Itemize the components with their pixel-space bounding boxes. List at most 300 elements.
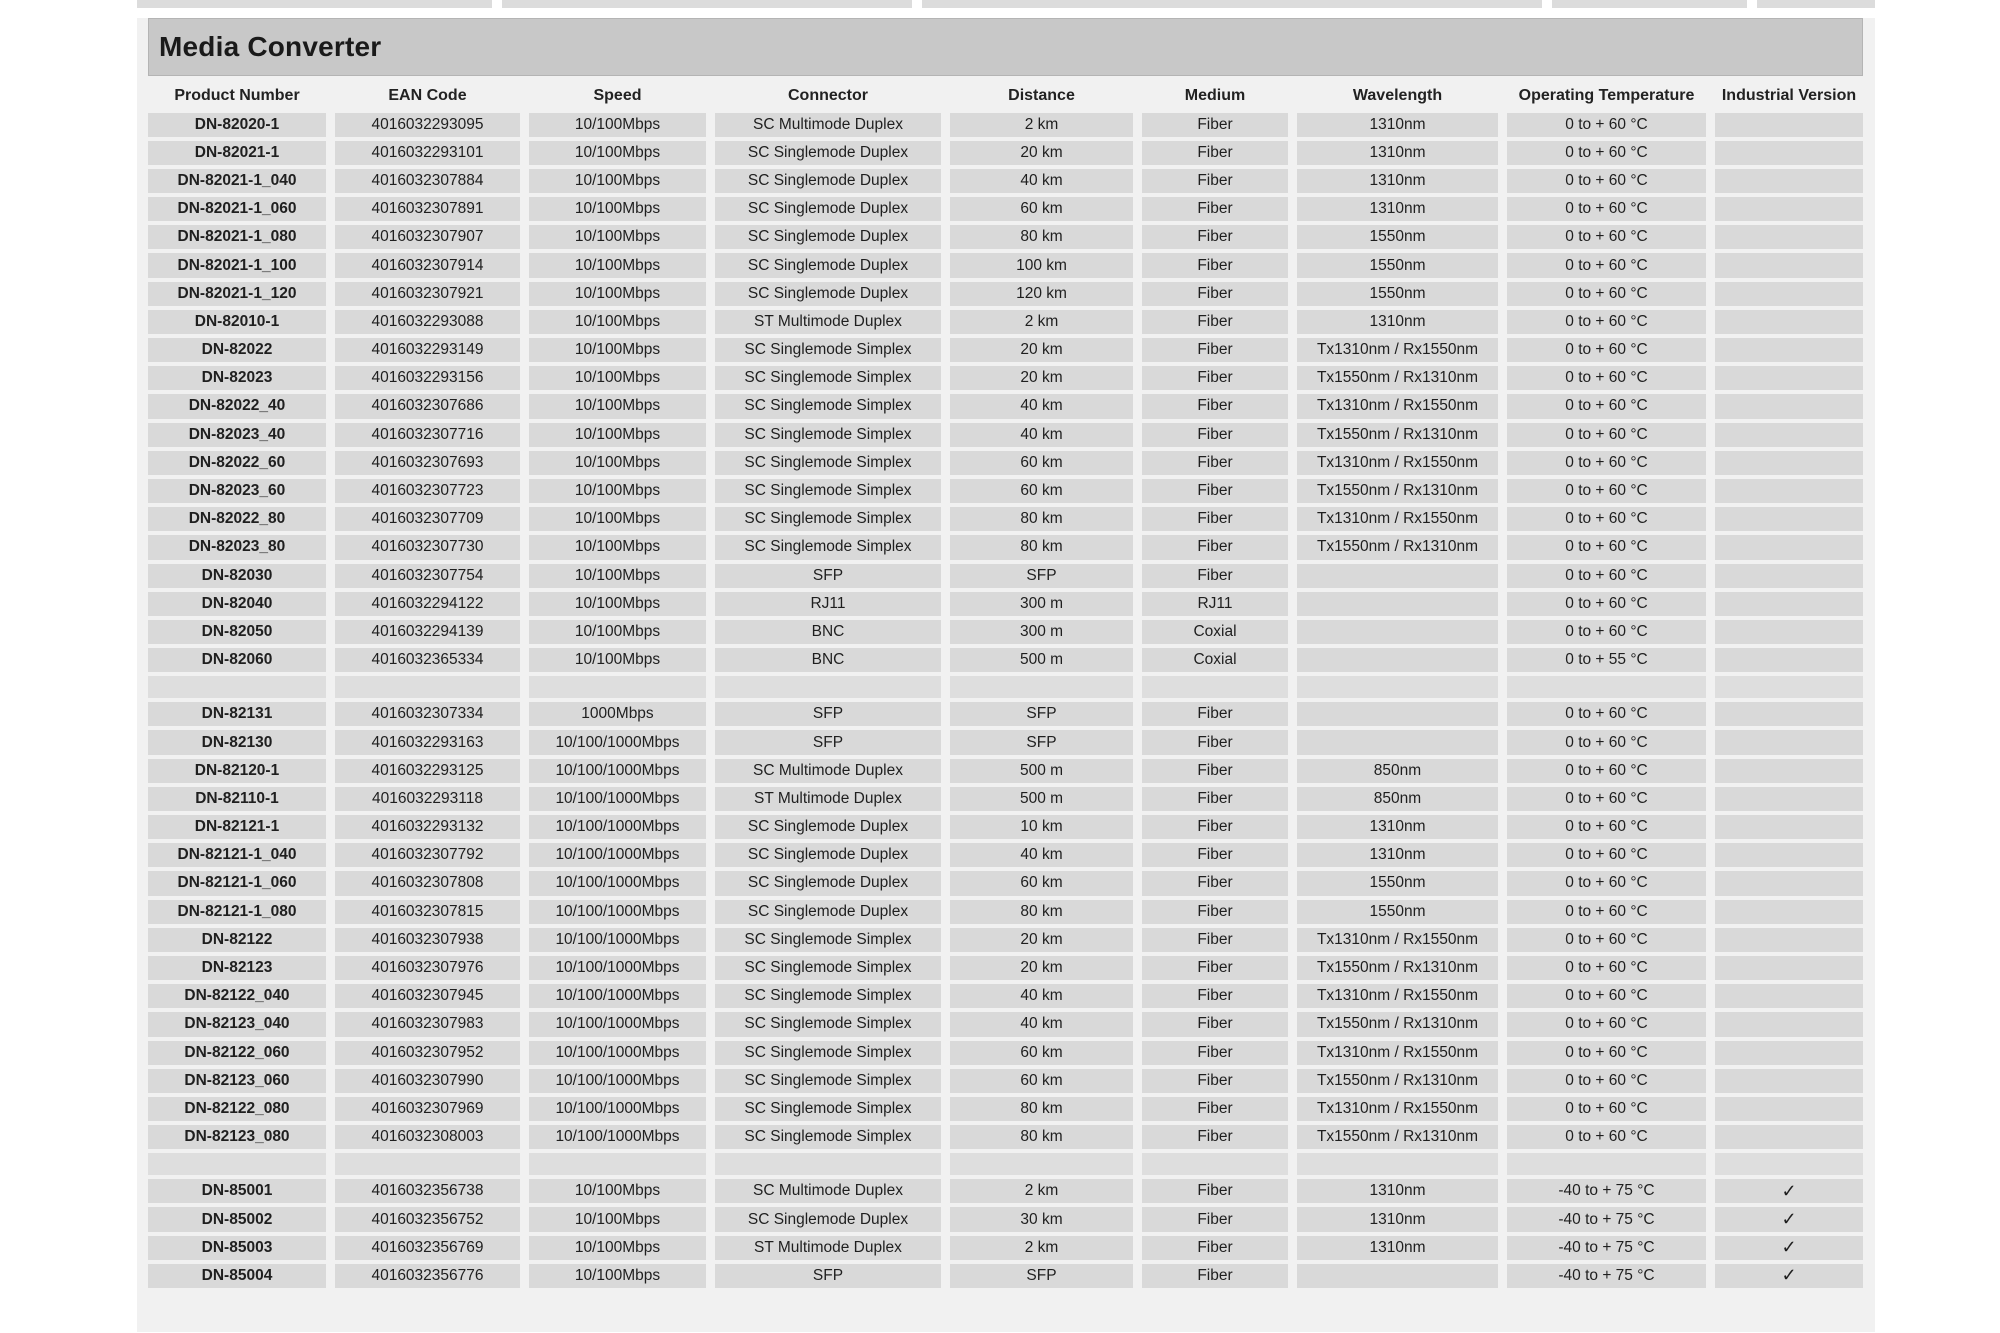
col-header-ean-code: EAN Code [388, 86, 467, 104]
operating-temperature-cell: 0 to + 60 °C [1507, 871, 1706, 895]
distance-cell: 60 km [950, 479, 1133, 503]
distance-cell: 500 m [950, 787, 1133, 811]
industrial-version-cell [1715, 648, 1863, 672]
medium-cell: Fiber [1142, 366, 1288, 390]
ean-code-cell: 4016032307891 [335, 197, 520, 221]
industrial-version-cell [1715, 1012, 1863, 1036]
ean-code-cell [335, 676, 520, 698]
operating-temperature-cell: 0 to + 60 °C [1507, 1041, 1706, 1065]
connector-cell: SC Singlemode Simplex [715, 1069, 941, 1093]
medium-cell: Fiber [1142, 423, 1288, 447]
speed-cell: 10/100Mbps [529, 394, 706, 418]
wavelength-cell: Tx1310nm / Rx1550nm [1297, 1097, 1498, 1121]
product-number-cell: DN-82023_80 [148, 535, 326, 559]
ean-code-cell: 4016032307921 [335, 282, 520, 306]
industrial-version-cell [1715, 1153, 1863, 1175]
industrial-version-cell [1715, 787, 1863, 811]
medium-cell: Fiber [1142, 730, 1288, 754]
operating-temperature-cell: 0 to + 60 °C [1507, 1069, 1706, 1093]
operating-temperature-cell: 0 to + 60 °C [1507, 1012, 1706, 1036]
medium-cell: Fiber [1142, 956, 1288, 980]
distance-cell: 2 km [950, 1179, 1133, 1203]
wavelength-cell [1297, 702, 1498, 726]
speed-cell: 10/100/1000Mbps [529, 815, 706, 839]
table-row [148, 871, 1863, 895]
medium-cell [1142, 1153, 1288, 1175]
product-number-cell: DN-82022_60 [148, 451, 326, 475]
col-header-connector: Connector [788, 86, 868, 104]
operating-temperature-cell: 0 to + 60 °C [1507, 620, 1706, 644]
ean-code-cell: 4016032307884 [335, 169, 520, 193]
product-number-cell: DN-82121-1_080 [148, 900, 326, 924]
speed-cell: 10/100Mbps [529, 1236, 706, 1260]
industrial-version-cell [1715, 984, 1863, 1008]
distance-cell: 100 km [950, 253, 1133, 277]
operating-temperature-cell: -40 to + 75 °C [1507, 1207, 1706, 1231]
medium-cell: RJ11 [1142, 592, 1288, 616]
industrial-version-cell [1715, 423, 1863, 447]
table-row [148, 620, 1863, 644]
medium-cell: Fiber [1142, 310, 1288, 334]
distance-cell: 40 km [950, 394, 1133, 418]
distance-cell: 40 km [950, 984, 1133, 1008]
operating-temperature-cell: 0 to + 60 °C [1507, 507, 1706, 531]
medium-cell: Fiber [1142, 169, 1288, 193]
speed-cell: 10/100Mbps [529, 535, 706, 559]
distance-cell: 60 km [950, 871, 1133, 895]
ean-code-cell: 4016032356738 [335, 1179, 520, 1203]
medium-cell: Fiber [1142, 451, 1288, 475]
distance-cell: 2 km [950, 1236, 1133, 1260]
operating-temperature-cell [1507, 1153, 1706, 1175]
distance-cell: 20 km [950, 366, 1133, 390]
connector-cell: SC Singlemode Simplex [715, 423, 941, 447]
medium-cell: Fiber [1142, 1097, 1288, 1121]
operating-temperature-cell: 0 to + 60 °C [1507, 928, 1706, 952]
table-row [148, 956, 1863, 980]
table-row [148, 338, 1863, 362]
medium-cell: Fiber [1142, 702, 1288, 726]
industrial-version-cell [1715, 479, 1863, 503]
ean-code-cell: 4016032294139 [335, 620, 520, 644]
operating-temperature-cell: 0 to + 60 °C [1507, 423, 1706, 447]
medium-cell: Fiber [1142, 479, 1288, 503]
product-number-cell: DN-82122_040 [148, 984, 326, 1008]
connector-cell: SC Singlemode Simplex [715, 366, 941, 390]
operating-temperature-cell: 0 to + 60 °C [1507, 759, 1706, 783]
product-number-cell: DN-82022_40 [148, 394, 326, 418]
connector-cell: SC Singlemode Simplex [715, 1041, 941, 1065]
table-row [148, 1041, 1863, 1065]
connector-cell: SC Multimode Duplex [715, 1179, 941, 1203]
connector-cell: SC Singlemode Simplex [715, 507, 941, 531]
product-number-cell [148, 1153, 326, 1175]
operating-temperature-cell: 0 to + 60 °C [1507, 815, 1706, 839]
wavelength-cell [1297, 592, 1498, 616]
operating-temperature-cell: 0 to + 60 °C [1507, 564, 1706, 588]
title-bar [148, 18, 1863, 76]
table-row [148, 1125, 1863, 1149]
col-header-medium: Medium [1184, 86, 1246, 104]
connector-cell: SC Singlemode Simplex [715, 535, 941, 559]
col-header-operating-temperature: Operating Temperature [1518, 86, 1695, 104]
product-number-cell: DN-82122_060 [148, 1041, 326, 1065]
operating-temperature-cell: 0 to + 60 °C [1507, 394, 1706, 418]
distance-cell: SFP [950, 564, 1133, 588]
speed-cell: 10/100Mbps [529, 197, 706, 221]
connector-cell: BNC [715, 620, 941, 644]
industrial-version-cell [1715, 394, 1863, 418]
operating-temperature-cell: 0 to + 60 °C [1507, 730, 1706, 754]
product-number-cell: DN-82021-1_040 [148, 169, 326, 193]
operating-temperature-cell: 0 to + 60 °C [1507, 141, 1706, 165]
wavelength-cell [1297, 1153, 1498, 1175]
connector-cell: SC Singlemode Duplex [715, 169, 941, 193]
col-header-industrial-version: Industrial Version [1721, 86, 1857, 104]
medium-cell: Fiber [1142, 1207, 1288, 1231]
ean-code-cell: 4016032307815 [335, 900, 520, 924]
table-row [148, 900, 1863, 924]
distance-cell: 80 km [950, 900, 1133, 924]
connector-cell: SFP [715, 730, 941, 754]
speed-cell: 10/100/1000Mbps [529, 871, 706, 895]
speed-cell: 10/100/1000Mbps [529, 730, 706, 754]
speed-cell: 10/100Mbps [529, 282, 706, 306]
table-row [148, 730, 1863, 754]
speed-cell: 10/100Mbps [529, 620, 706, 644]
medium-cell: Fiber [1142, 113, 1288, 137]
wavelength-cell: Tx1310nm / Rx1550nm [1297, 507, 1498, 531]
wavelength-cell: 1310nm [1297, 843, 1498, 867]
operating-temperature-cell: 0 to + 60 °C [1507, 702, 1706, 726]
product-number-cell: DN-82022_80 [148, 507, 326, 531]
connector-cell: SC Singlemode Simplex [715, 1097, 941, 1121]
connector-cell: SC Singlemode Duplex [715, 815, 941, 839]
industrial-version-cell [1715, 928, 1863, 952]
operating-temperature-cell: 0 to + 60 °C [1507, 225, 1706, 249]
operating-temperature-cell: 0 to + 60 °C [1507, 282, 1706, 306]
ean-code-cell: 4016032356776 [335, 1264, 520, 1288]
col-header-product-number: Product Number [174, 86, 300, 104]
wavelength-cell: Tx1550nm / Rx1310nm [1297, 1069, 1498, 1093]
table-row [148, 507, 1863, 531]
connector-cell [715, 1153, 941, 1175]
product-number-cell: DN-82121-1_040 [148, 843, 326, 867]
industrial-check-icon: ✓ [1715, 1179, 1863, 1203]
industrial-version-cell [1715, 620, 1863, 644]
product-number-cell: DN-82130 [148, 730, 326, 754]
table-row [148, 479, 1863, 503]
medium-cell: Fiber [1142, 282, 1288, 306]
ean-code-cell: 4016032356769 [335, 1236, 520, 1260]
connector-cell: SC Singlemode Simplex [715, 956, 941, 980]
wavelength-cell: Tx1550nm / Rx1310nm [1297, 535, 1498, 559]
industrial-version-cell [1715, 1097, 1863, 1121]
medium-cell: Fiber [1142, 394, 1288, 418]
table-row [148, 928, 1863, 952]
wavelength-cell: 1550nm [1297, 225, 1498, 249]
ean-code-cell: 4016032293125 [335, 759, 520, 783]
distance-cell: SFP [950, 702, 1133, 726]
connector-cell: SFP [715, 702, 941, 726]
medium-cell: Fiber [1142, 535, 1288, 559]
medium-cell: Fiber [1142, 1012, 1288, 1036]
spec-table [139, 79, 1872, 1293]
product-number-cell: DN-82122 [148, 928, 326, 952]
connector-cell: SC Singlemode Simplex [715, 338, 941, 362]
operating-temperature-cell: 0 to + 60 °C [1507, 113, 1706, 137]
connector-cell: SC Singlemode Simplex [715, 1125, 941, 1149]
ean-code-cell: 4016032293163 [335, 730, 520, 754]
table-row [148, 535, 1863, 559]
medium-cell: Fiber [1142, 843, 1288, 867]
connector-cell: SC Multimode Duplex [715, 113, 941, 137]
table-row [148, 1179, 1863, 1203]
distance-cell: 30 km [950, 1207, 1133, 1231]
medium-cell: Fiber [1142, 141, 1288, 165]
ean-code-cell: 4016032307792 [335, 843, 520, 867]
speed-cell: 10/100/1000Mbps [529, 787, 706, 811]
industrial-version-cell [1715, 564, 1863, 588]
operating-temperature-cell: 0 to + 60 °C [1507, 956, 1706, 980]
table-row [148, 141, 1863, 165]
industrial-check-icon: ✓ [1715, 1264, 1863, 1288]
wavelength-cell: Tx1550nm / Rx1310nm [1297, 423, 1498, 447]
product-number-cell: DN-82020-1 [148, 113, 326, 137]
medium-cell: Fiber [1142, 871, 1288, 895]
connector-cell: SC Singlemode Simplex [715, 479, 941, 503]
medium-cell: Coxial [1142, 648, 1288, 672]
product-number-cell: DN-82021-1_060 [148, 197, 326, 221]
speed-cell: 10/100/1000Mbps [529, 1069, 706, 1093]
medium-cell: Fiber [1142, 900, 1288, 924]
medium-cell: Fiber [1142, 1069, 1288, 1093]
distance-cell: 120 km [950, 282, 1133, 306]
operating-temperature-cell: 0 to + 60 °C [1507, 1125, 1706, 1149]
product-number-cell: DN-82022 [148, 338, 326, 362]
speed-cell: 10/100Mbps [529, 592, 706, 616]
wavelength-cell: 1550nm [1297, 253, 1498, 277]
connector-cell: ST Multimode Duplex [715, 310, 941, 334]
operating-temperature-cell: 0 to + 60 °C [1507, 479, 1706, 503]
medium-cell: Fiber [1142, 197, 1288, 221]
ean-code-cell: 4016032307686 [335, 394, 520, 418]
col-header-wavelength: Wavelength [1352, 86, 1443, 104]
distance-cell: 40 km [950, 169, 1133, 193]
speed-cell: 10/100Mbps [529, 1179, 706, 1203]
page-title: Media Converter [159, 31, 382, 62]
medium-cell: Fiber [1142, 507, 1288, 531]
top-decoration-strip [137, 0, 1875, 8]
connector-cell: SFP [715, 1264, 941, 1288]
industrial-version-cell [1715, 676, 1863, 698]
product-number-cell: DN-82120-1 [148, 759, 326, 783]
wavelength-cell: Tx1550nm / Rx1310nm [1297, 479, 1498, 503]
distance-cell: 300 m [950, 620, 1133, 644]
speed-cell: 10/100/1000Mbps [529, 1125, 706, 1149]
product-number-cell: DN-82050 [148, 620, 326, 644]
table-row [148, 1264, 1863, 1288]
industrial-version-cell [1715, 956, 1863, 980]
speed-cell: 10/100Mbps [529, 225, 706, 249]
ean-code-cell: 4016032307976 [335, 956, 520, 980]
operating-temperature-cell: 0 to + 60 °C [1507, 310, 1706, 334]
table-row [148, 592, 1863, 616]
speed-cell: 10/100/1000Mbps [529, 1041, 706, 1065]
product-number-cell: DN-82131 [148, 702, 326, 726]
medium-cell: Fiber [1142, 928, 1288, 952]
medium-cell: Fiber [1142, 787, 1288, 811]
product-number-cell: DN-82030 [148, 564, 326, 588]
table-row [148, 1097, 1863, 1121]
distance-cell: 20 km [950, 956, 1133, 980]
speed-cell: 10/100Mbps [529, 648, 706, 672]
speed-cell: 10/100Mbps [529, 338, 706, 362]
product-number-cell: DN-82123_060 [148, 1069, 326, 1093]
table-row [148, 815, 1863, 839]
industrial-version-cell [1715, 113, 1863, 137]
ean-code-cell: 4016032307709 [335, 507, 520, 531]
connector-cell: SC Singlemode Simplex [715, 928, 941, 952]
table-row [148, 1236, 1863, 1260]
operating-temperature-cell: 0 to + 60 °C [1507, 843, 1706, 867]
wavelength-cell: 1550nm [1297, 282, 1498, 306]
connector-cell: SC Singlemode Duplex [715, 871, 941, 895]
table-row [148, 394, 1863, 418]
connector-cell: BNC [715, 648, 941, 672]
industrial-version-cell [1715, 730, 1863, 754]
ean-code-cell: 4016032356752 [335, 1207, 520, 1231]
wavelength-cell: Tx1550nm / Rx1310nm [1297, 1125, 1498, 1149]
industrial-version-cell [1715, 815, 1863, 839]
wavelength-cell: Tx1310nm / Rx1550nm [1297, 338, 1498, 362]
ean-code-cell: 4016032307952 [335, 1041, 520, 1065]
operating-temperature-cell: 0 to + 60 °C [1507, 451, 1706, 475]
spacer-row [148, 1153, 1863, 1175]
distance-cell: SFP [950, 730, 1133, 754]
wavelength-cell: Tx1550nm / Rx1310nm [1297, 1012, 1498, 1036]
distance-cell: 20 km [950, 338, 1133, 362]
operating-temperature-cell: 0 to + 60 °C [1507, 1097, 1706, 1121]
ean-code-cell: 4016032307990 [335, 1069, 520, 1093]
product-number-cell: DN-82122_080 [148, 1097, 326, 1121]
table-row [148, 1207, 1863, 1231]
product-number-cell: DN-85001 [148, 1179, 326, 1203]
product-number-cell: DN-82121-1_060 [148, 871, 326, 895]
speed-cell: 10/100Mbps [529, 507, 706, 531]
table-row [148, 787, 1863, 811]
distance-cell: 80 km [950, 507, 1133, 531]
ean-code-cell: 4016032307334 [335, 702, 520, 726]
ean-code-cell: 4016032294122 [335, 592, 520, 616]
wavelength-cell: Tx1310nm / Rx1550nm [1297, 394, 1498, 418]
medium-cell: Fiber [1142, 564, 1288, 588]
speed-cell: 10/100Mbps [529, 451, 706, 475]
connector-cell: SC Singlemode Duplex [715, 197, 941, 221]
distance-cell: 80 km [950, 225, 1133, 249]
connector-cell: ST Multimode Duplex [715, 1236, 941, 1260]
operating-temperature-cell: 0 to + 60 °C [1507, 253, 1706, 277]
wavelength-cell: 850nm [1297, 759, 1498, 783]
connector-cell: ST Multimode Duplex [715, 787, 941, 811]
product-number-cell: DN-82123_080 [148, 1125, 326, 1149]
speed-cell: 10/100/1000Mbps [529, 984, 706, 1008]
industrial-version-cell [1715, 451, 1863, 475]
wavelength-cell: 1310nm [1297, 169, 1498, 193]
table-row [148, 759, 1863, 783]
operating-temperature-cell [1507, 676, 1706, 698]
connector-cell: SC Singlemode Duplex [715, 282, 941, 306]
wavelength-cell: 1310nm [1297, 197, 1498, 221]
col-header-speed: Speed [593, 86, 642, 104]
ean-code-cell: 4016032293101 [335, 141, 520, 165]
wavelength-cell [1297, 1264, 1498, 1288]
speed-cell: 10/100/1000Mbps [529, 900, 706, 924]
speed-cell: 10/100/1000Mbps [529, 956, 706, 980]
speed-cell: 10/100Mbps [529, 1207, 706, 1231]
distance-cell: 300 m [950, 592, 1133, 616]
operating-temperature-cell: 0 to + 60 °C [1507, 900, 1706, 924]
connector-cell: RJ11 [715, 592, 941, 616]
speed-cell: 10/100Mbps [529, 169, 706, 193]
ean-code-cell: 4016032307808 [335, 871, 520, 895]
industrial-version-cell [1715, 1069, 1863, 1093]
operating-temperature-cell: 0 to + 55 °C [1507, 648, 1706, 672]
ean-code-cell: 4016032307730 [335, 535, 520, 559]
product-number-cell: DN-82021-1_120 [148, 282, 326, 306]
speed-cell: 10/100/1000Mbps [529, 843, 706, 867]
product-number-cell: DN-82010-1 [148, 310, 326, 334]
speed-cell [529, 1153, 706, 1175]
distance-cell: 500 m [950, 648, 1133, 672]
speed-cell: 10/100Mbps [529, 479, 706, 503]
medium-cell: Fiber [1142, 759, 1288, 783]
product-number-cell: DN-82123_040 [148, 1012, 326, 1036]
operating-temperature-cell: -40 to + 75 °C [1507, 1179, 1706, 1203]
table-row [148, 253, 1863, 277]
table-row [148, 423, 1863, 447]
wavelength-cell: 1310nm [1297, 1236, 1498, 1260]
product-number-cell: DN-85003 [148, 1236, 326, 1260]
distance-cell: 10 km [950, 815, 1133, 839]
operating-temperature-cell: 0 to + 60 °C [1507, 338, 1706, 362]
medium-cell: Fiber [1142, 1125, 1288, 1149]
industrial-version-cell [1715, 310, 1863, 334]
connector-cell: SC Singlemode Duplex [715, 253, 941, 277]
ean-code-cell [335, 1153, 520, 1175]
wavelength-cell: 1310nm [1297, 1207, 1498, 1231]
industrial-version-cell [1715, 225, 1863, 249]
medium-cell: Fiber [1142, 815, 1288, 839]
ean-code-cell: 4016032307983 [335, 1012, 520, 1036]
table-row [148, 197, 1863, 221]
industrial-version-cell [1715, 592, 1863, 616]
industrial-version-cell [1715, 843, 1863, 867]
wavelength-cell: Tx1310nm / Rx1550nm [1297, 1041, 1498, 1065]
table-row [148, 366, 1863, 390]
wavelength-cell: 1310nm [1297, 1179, 1498, 1203]
connector-cell: SC Singlemode Duplex [715, 225, 941, 249]
distance-cell: 60 km [950, 1041, 1133, 1065]
operating-temperature-cell: -40 to + 75 °C [1507, 1264, 1706, 1288]
industrial-check-icon: ✓ [1715, 1207, 1863, 1231]
speed-cell: 10/100/1000Mbps [529, 1097, 706, 1121]
ean-code-cell: 4016032307938 [335, 928, 520, 952]
product-number-cell: DN-82021-1_080 [148, 225, 326, 249]
ean-code-cell: 4016032307716 [335, 423, 520, 447]
medium-cell: Coxial [1142, 620, 1288, 644]
connector-cell: SC Singlemode Simplex [715, 984, 941, 1008]
